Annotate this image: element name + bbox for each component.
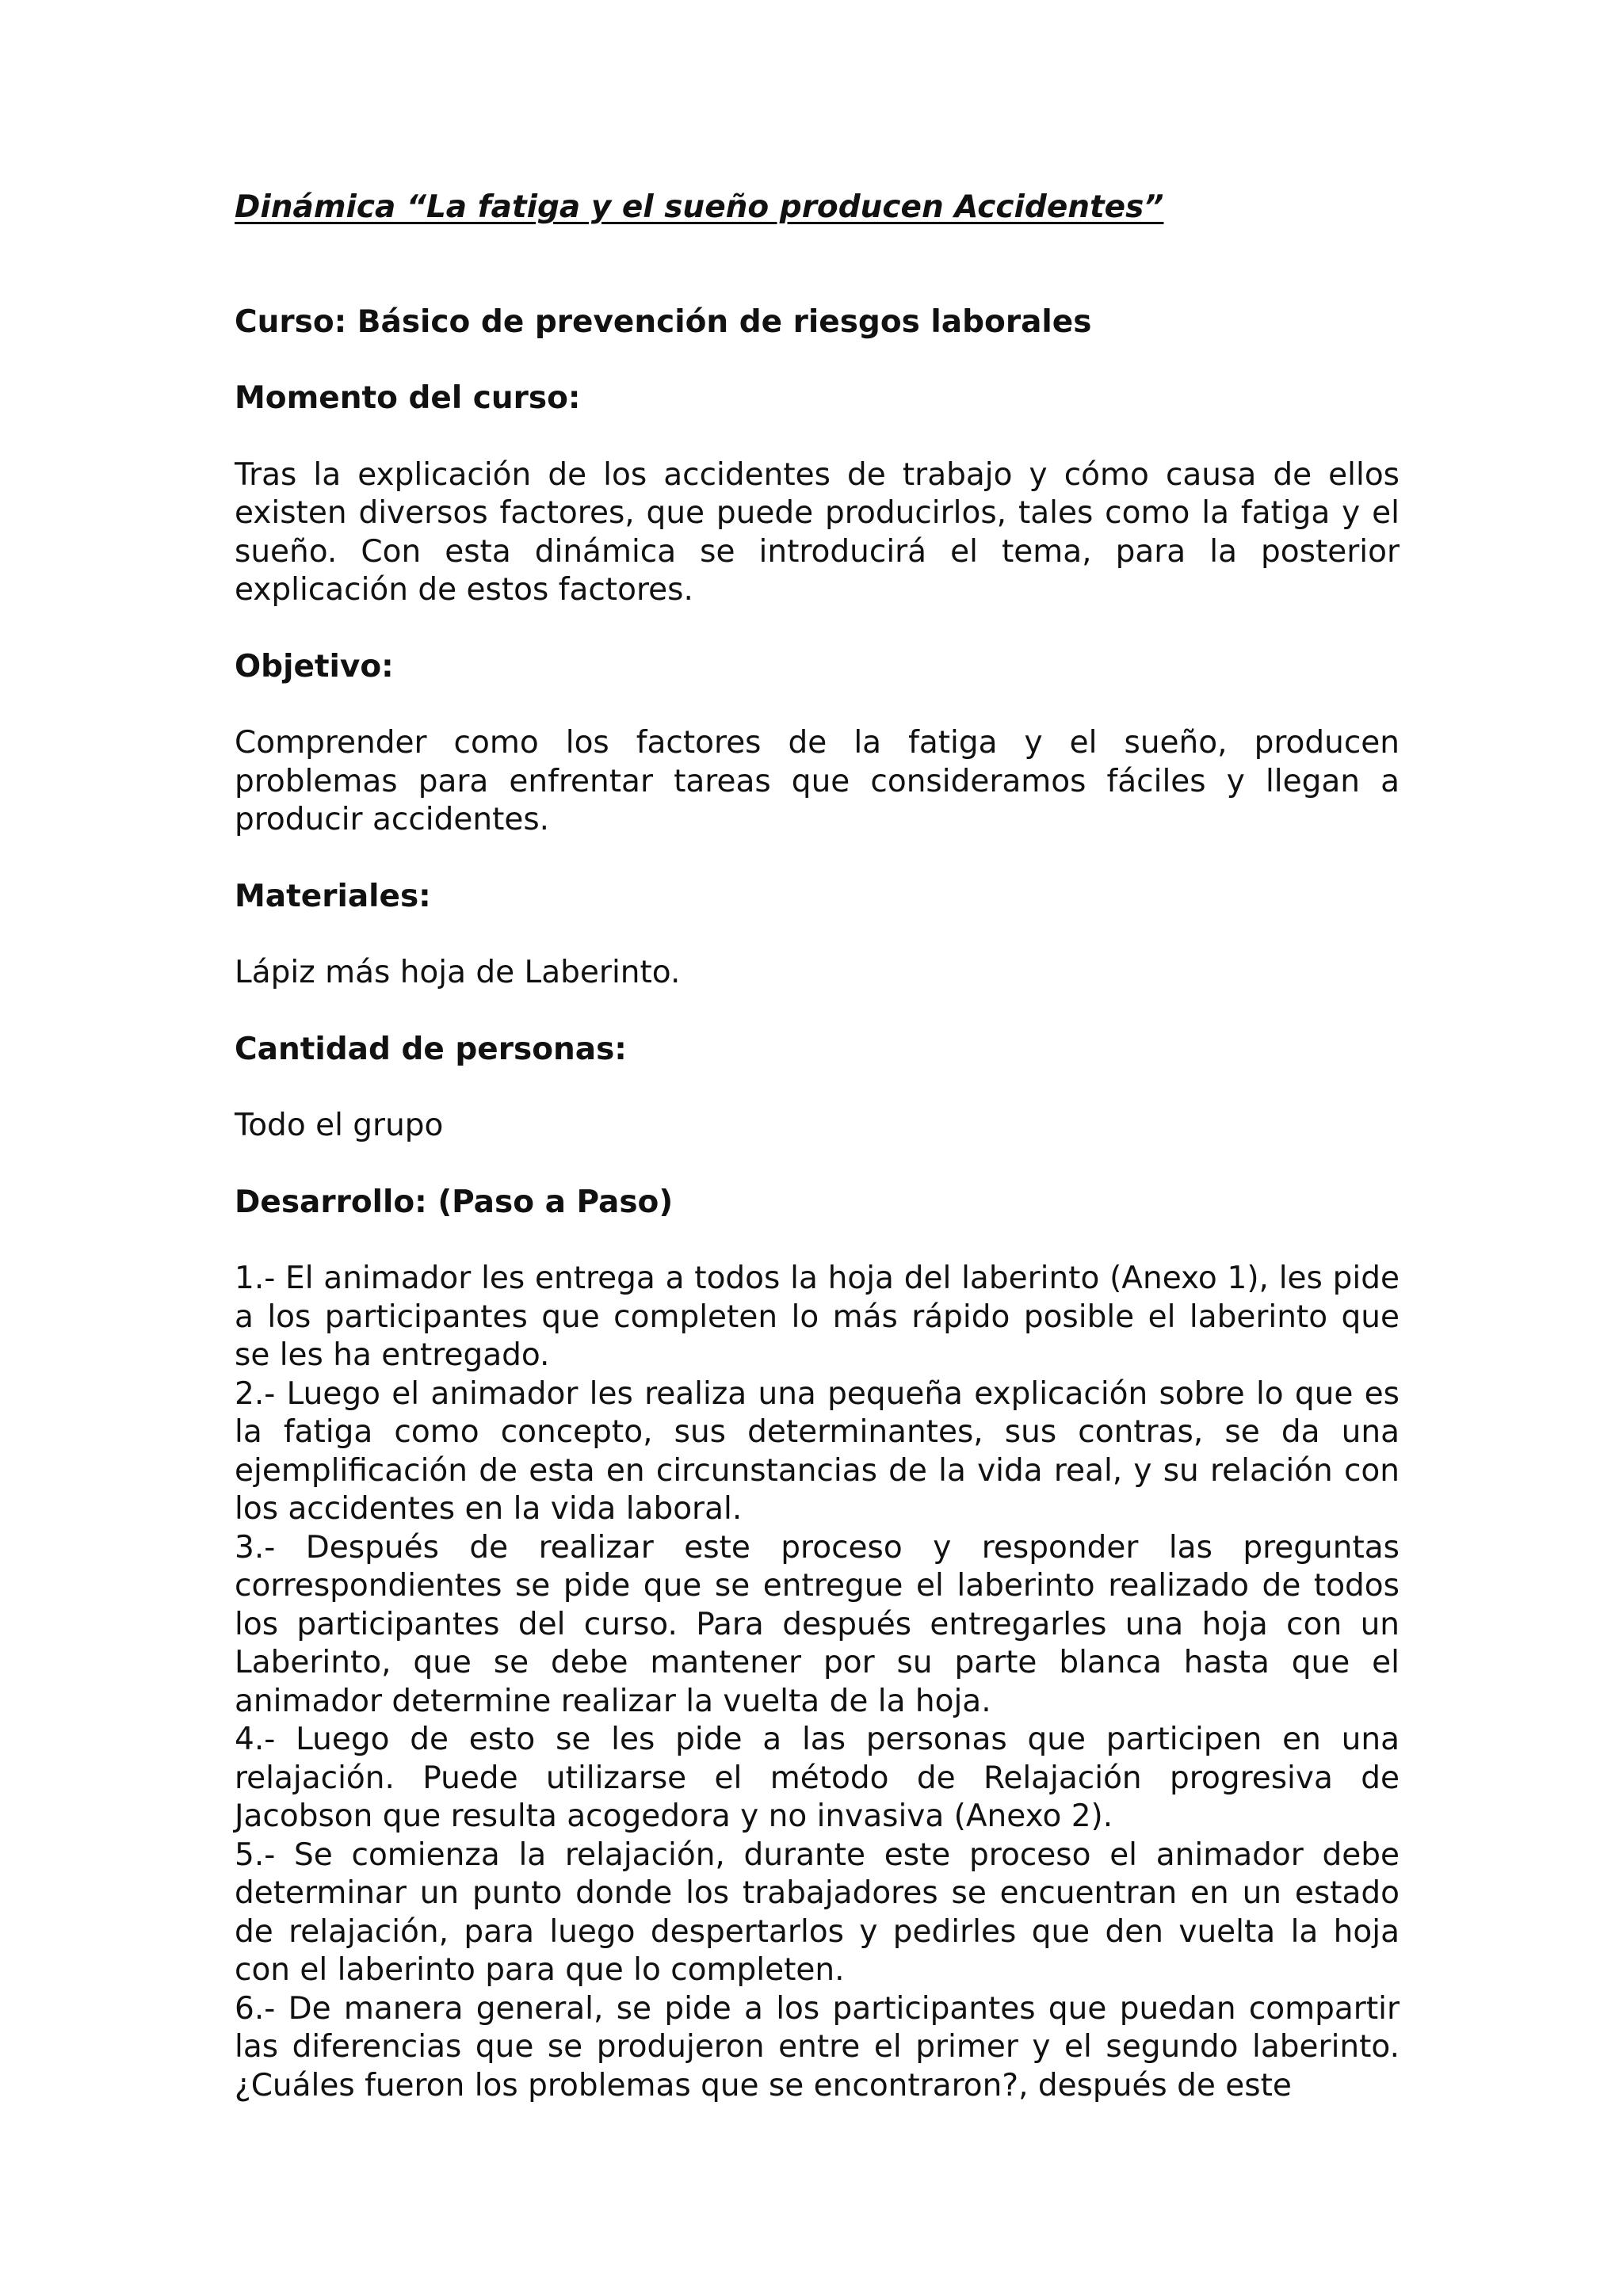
step-item: 4.- Luego de esto se les pide a las personas que participen en una relajación. Puede utilizarse el método de Relajación progresiva de Jacobson que resulta acogedora y no invasiva (Anexo 2). (235, 1722, 1400, 1834)
step-item: 6.- De manera general, se pide a los participantes que puedan compartir las diferencias que se produjeron entre el primer y el segundo laberinto. ¿Cuáles fueron los problemas que se encontraron?, después de este (235, 1990, 1400, 2103)
people-paragraph: Todo el grupo (235, 1108, 444, 1143)
step-item: 1.- El animador les entrega a todos la hoja del laberinto (Anexo 1), les pide a los participantes que completen lo más rápido posible el laberinto que se les ha entregado. (235, 1261, 1400, 1373)
step-item: 3.- Después de realizar este proceso y responder las preguntas correspondientes se pide que se entregue el laberinto realizado de todos los participantes del curso. Para después entregarles una hoja con un Laberinto, que se debe mantener por su parte blanca hasta que el animador determine realizar la vuelta de la hoja. (235, 1529, 1400, 1719)
objective-heading: Objetivo: (235, 648, 394, 685)
steps-list (235, 1260, 1400, 2105)
step-item: 2.- Luego el animador les realiza una pequeña explicación sobre lo que es la fatiga como concepto, sus determinantes, sus contras, se da una ejemplificación de esta en circunstancias de la vida real, y su relación con los accidentes en la vida laboral. (235, 1375, 1400, 1527)
moment-paragraph: Tras la explicación de los accidentes de trabajo y cómo causa de ellos existen diversos factores, que puede producirlos, tales como la fatiga y el sueño. Con esta dinámica se introducirá el tema, para la posterior explicación de estos factores. (235, 456, 1400, 608)
document-page (235, 189, 1400, 2105)
step-item: 5.- Se comienza la relajación, durante este proceso el animador debe determinar un punto donde los trabajadores se encuentran en un estado de relajación, para luego despertarlos y pedirles que den vuelta la hoja con el laberinto para que lo completen. (235, 1836, 1400, 1988)
people-heading: Cantidad de personas: (235, 1031, 627, 1067)
objective-paragraph: Comprender como los factores de la fatiga y el sueño, producen problemas para enfrentar tareas que consideramos fáciles y llegan a producir accidentes. (235, 725, 1400, 837)
course-heading: Curso: Básico de prevención de riesgos laborales (235, 303, 1092, 340)
document-title: Dinámica “La fatiga y el sueño producen Accidentes” (235, 189, 1164, 225)
moment-heading: Momento del curso: (235, 380, 581, 416)
materials-paragraph: Lápiz más hoja de Laberinto. (235, 955, 681, 990)
materials-heading: Materiales: (235, 878, 431, 914)
development-heading: Desarrollo: (Paso a Paso) (235, 1184, 674, 1220)
